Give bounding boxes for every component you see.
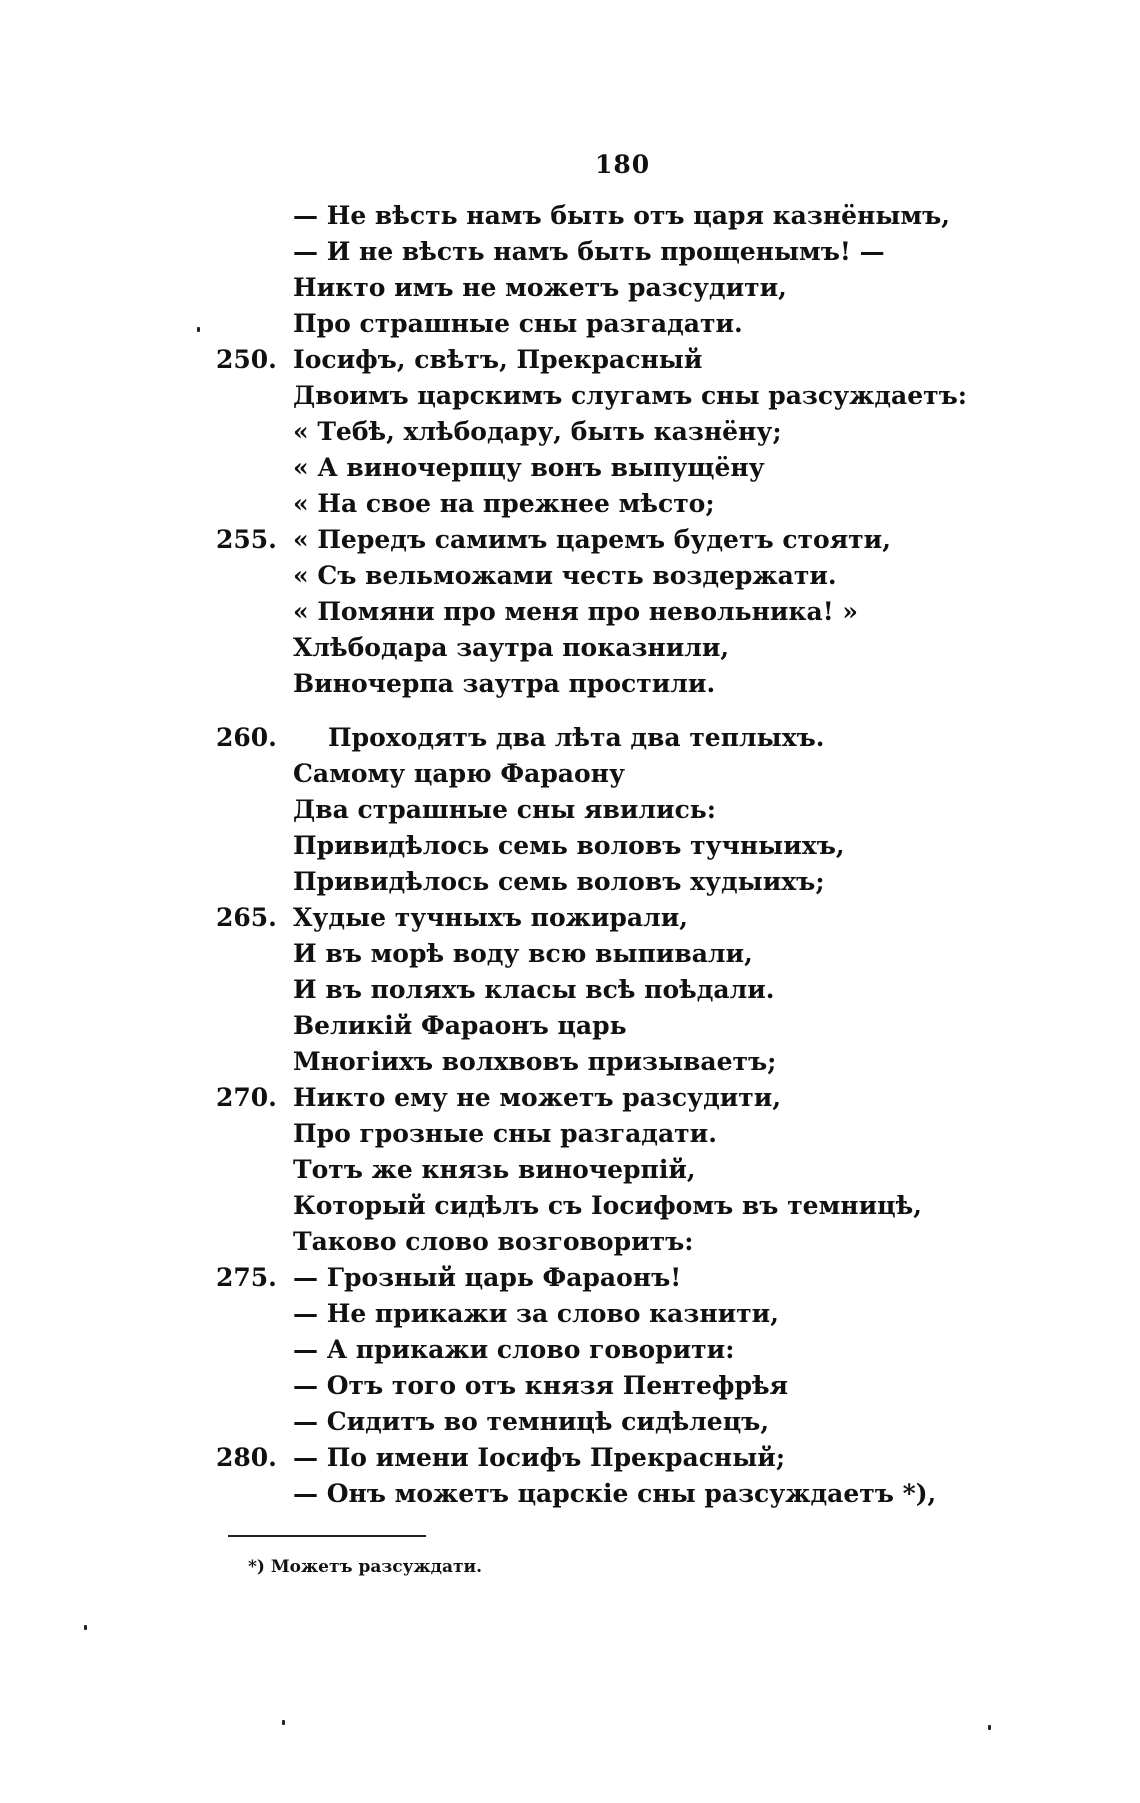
poem-line bbox=[0, 828, 1140, 864]
line-text: — По имени Іосифъ Прекрасный; bbox=[293, 1443, 786, 1472]
line-text: — Отъ того отъ князя Пентефрѣя bbox=[293, 1371, 788, 1400]
poem-line bbox=[0, 1044, 1140, 1080]
line-text: Привидѣлось семь воловъ худыихъ; bbox=[293, 867, 825, 896]
line-text: « А виночерпцу вонъ выпущёну bbox=[293, 453, 765, 482]
line-text: Великій Фараонъ царь bbox=[293, 1011, 627, 1040]
line-text: « Съ вельможами честь воздержати. bbox=[293, 561, 837, 590]
page-number: 180 bbox=[595, 150, 651, 179]
poem-line bbox=[0, 792, 1140, 828]
poem-line bbox=[0, 756, 1140, 792]
line-text: Многіихъ волхвовъ призываетъ; bbox=[293, 1047, 777, 1076]
line-text: Два страшные сны явились: bbox=[293, 795, 716, 824]
line-number: 275. bbox=[216, 1263, 277, 1292]
poem-line bbox=[0, 1188, 1140, 1224]
poem-line bbox=[0, 1332, 1140, 1368]
line-text: « Передъ самимъ царемъ будетъ стояти, bbox=[293, 525, 891, 554]
poem-line bbox=[0, 558, 1140, 594]
line-text: — И не вѣсть намъ быть прощенымъ! — bbox=[293, 237, 885, 266]
poem-line bbox=[0, 1116, 1140, 1152]
footnote: *) Можетъ разсуждати. bbox=[248, 1557, 483, 1577]
scan-speck bbox=[197, 327, 200, 332]
line-text: — А прикажи слово говорити: bbox=[293, 1335, 735, 1364]
poem-line bbox=[0, 378, 1140, 414]
poem-line bbox=[0, 972, 1140, 1008]
poem-line bbox=[0, 630, 1140, 666]
poem-text bbox=[0, 198, 1140, 1512]
poem-line bbox=[0, 342, 1140, 378]
line-text: Никто ему не можетъ разсудити, bbox=[293, 1083, 782, 1112]
line-text: — Не прикажи за слово казнити, bbox=[293, 1299, 779, 1328]
line-text: Про страшные сны разгадати. bbox=[293, 309, 743, 338]
line-text: Виночерпа заутра простили. bbox=[293, 669, 716, 698]
line-number: 255. bbox=[216, 525, 277, 554]
poem-line bbox=[0, 414, 1140, 450]
poem-line bbox=[0, 1296, 1140, 1332]
poem-line bbox=[0, 1368, 1140, 1404]
line-text: « Помяни про меня про невольника! » bbox=[293, 597, 858, 626]
line-text: Хлѣбодара заутра показнили, bbox=[293, 633, 730, 662]
poem-line bbox=[0, 1008, 1140, 1044]
line-number: 270. bbox=[216, 1083, 277, 1112]
poem-line bbox=[0, 594, 1140, 630]
poem-line bbox=[0, 1404, 1140, 1440]
poem-line bbox=[0, 306, 1140, 342]
poem-line bbox=[0, 1080, 1140, 1116]
line-number: 265. bbox=[216, 903, 277, 932]
line-text: — Сидитъ во темницѣ сидѣлецъ, bbox=[293, 1407, 770, 1436]
line-text: — Грозный царь Фараонъ! bbox=[293, 1263, 682, 1292]
footnote-rule bbox=[228, 1535, 426, 1537]
scan-speck bbox=[84, 1625, 87, 1630]
line-text: Никто имъ не можетъ разсудити, bbox=[293, 273, 787, 302]
poem-line bbox=[0, 666, 1140, 702]
line-text: « На свое на прежнее мѣсто; bbox=[293, 489, 715, 518]
poem-line bbox=[0, 1440, 1140, 1476]
poem-line bbox=[0, 1260, 1140, 1296]
line-text: Самому царю Фараону bbox=[293, 759, 625, 788]
line-text: — Не вѣсть намъ быть отъ царя казнёнымъ, bbox=[293, 201, 950, 230]
line-text: Привидѣлось семь воловъ тучныихъ, bbox=[293, 831, 845, 860]
line-number: 280. bbox=[216, 1443, 277, 1472]
poem-line bbox=[0, 864, 1140, 900]
line-text: Худые тучныхъ пожирали, bbox=[293, 903, 688, 932]
line-text: Проходятъ два лѣта два теплыхъ. bbox=[328, 723, 825, 752]
line-number: 260. bbox=[216, 723, 277, 752]
line-text: Тотъ же князь виночерпій, bbox=[293, 1155, 696, 1184]
poem-line bbox=[0, 486, 1140, 522]
poem-line bbox=[0, 234, 1140, 270]
line-text: Про грозные сны разгадати. bbox=[293, 1119, 717, 1148]
line-text: Который сидѣлъ съ Іосифомъ въ темницѣ, bbox=[293, 1191, 922, 1220]
line-text: Таково слово возговоритъ: bbox=[293, 1227, 694, 1256]
scan-speck bbox=[988, 1725, 991, 1730]
line-text: Іосифъ, свѣтъ, Прекрасный bbox=[293, 345, 703, 374]
line-text: « Тебѣ, хлѣбодару, быть казнёну; bbox=[293, 417, 782, 446]
line-text: И въ морѣ воду всю выпивали, bbox=[293, 939, 753, 968]
poem-line bbox=[0, 936, 1140, 972]
poem-line bbox=[0, 900, 1140, 936]
poem-line bbox=[0, 522, 1140, 558]
poem-line bbox=[0, 720, 1140, 756]
poem-line bbox=[0, 198, 1140, 234]
line-text: Двоимъ царскимъ слугамъ сны разсуждаетъ: bbox=[293, 381, 967, 410]
line-number: 250. bbox=[216, 345, 277, 374]
poem-line bbox=[0, 1152, 1140, 1188]
line-text: — Онъ можетъ царскіе сны разсуждаетъ *), bbox=[293, 1479, 937, 1508]
poem-line bbox=[0, 450, 1140, 486]
scan-speck bbox=[282, 1720, 285, 1725]
poem-line bbox=[0, 1476, 1140, 1512]
poem-line bbox=[0, 1224, 1140, 1260]
line-text: И въ поляхъ класы всѣ поѣдали. bbox=[293, 975, 775, 1004]
poem-line bbox=[0, 270, 1140, 306]
